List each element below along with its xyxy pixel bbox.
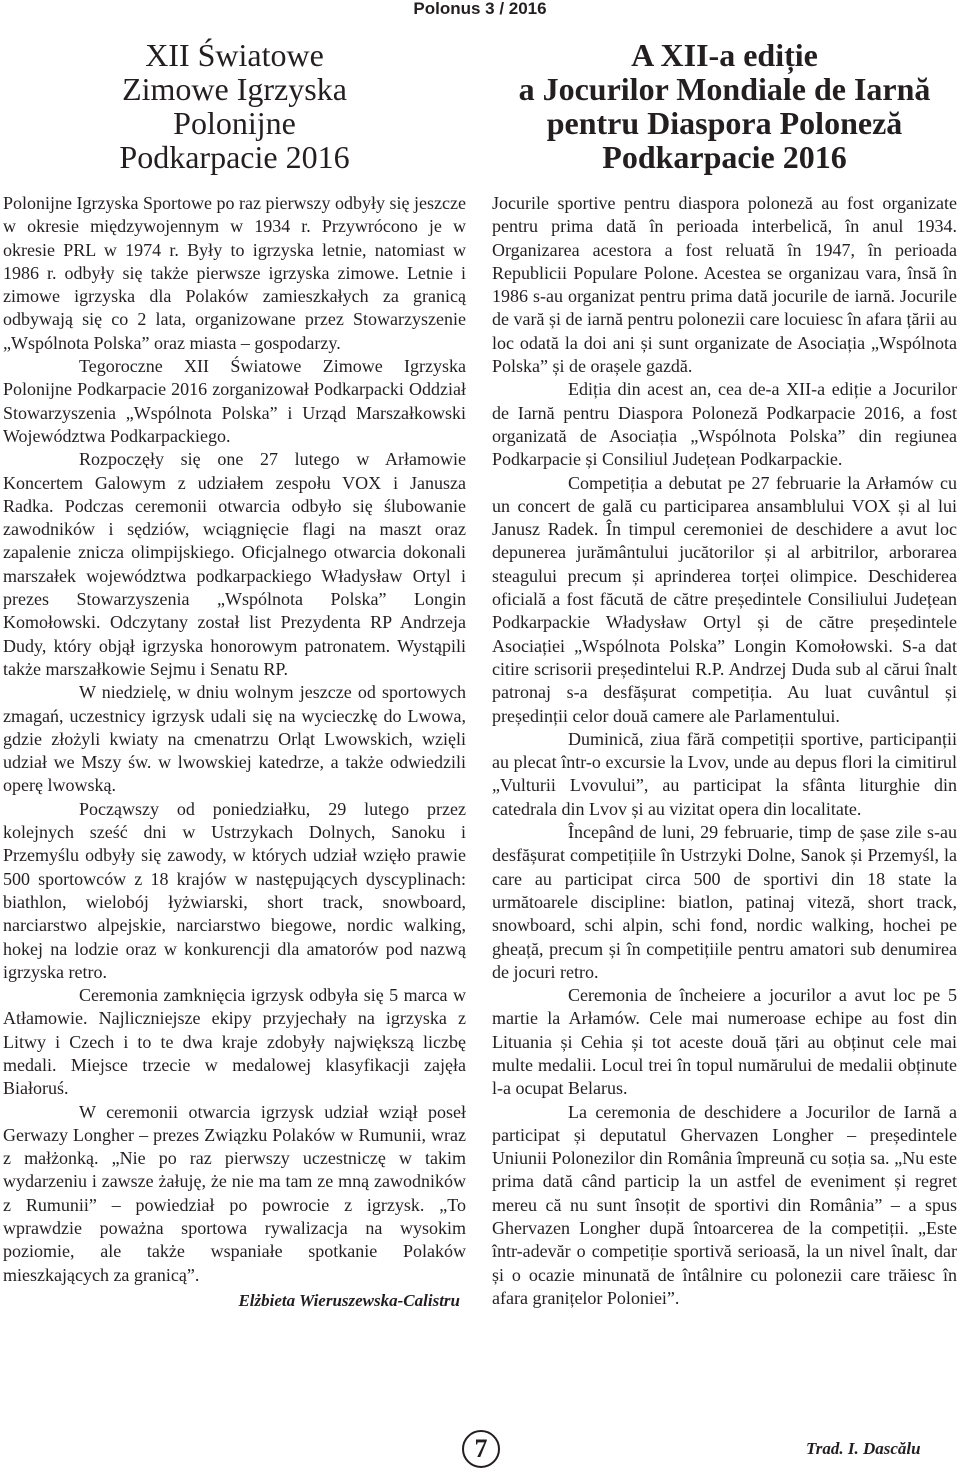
title-line: Zimowe Igrzyska bbox=[122, 71, 347, 107]
title-line: a Jocurilor Mondiale de Iarnă bbox=[518, 71, 931, 107]
paragraph: W ceremonii otwarcia igrzysk udział wziął poseł Gerwazy Longher – prezes Związku Polaków w Rumunii, wraz z małżonką. „Nie po raz pierwszy uczestniczę w takim wydarzeniu i zawsze żałuję, że nie ma tam ze mną zawodników z Rumunii” – powiedział po powrocie z igrzysk. „To wprawdzie poważna sportowa rywalizacja na wysokim poziomie, ale także wspaniałe spotkanie Polaków mieszkających za granicą”. bbox=[3, 1101, 466, 1285]
masthead: Polonus 3 / 2016 bbox=[413, 0, 547, 18]
paragraph: Duminică, ziua fără competiții sportive, participanții au plecat într-o excursie la Lvov, unde au depus flori la cimitirul „Vulturii Lvovului”, au participat la sfânta liturghie din catedrala din Lvov și au vizitat opera din localitate. bbox=[492, 728, 957, 819]
polish-article bbox=[3, 38, 466, 1312]
paragraph: W niedzielę, w dniu wolnym jeszcze od sportowych zmagań, uczestnicy igrzysk udali się na wycieczkę do Lwowa, gdzie złożyli kwiaty na cmenatrzu Orląt Lwowskich, wzięli udział we Mszy św. w lwowskiej katedrze, a także odwiedzili operę lwowską. bbox=[3, 682, 466, 796]
page-number-badge: 7 bbox=[462, 1430, 500, 1468]
paragraph: Począwszy od poniedziałku, 29 lutego przez kolejnych sześć dni w Ustrzykach Dolnych, Sanoku i Przemyślu odbyły się zawody, w których udział wzięło prawie 500 sportowców z 18 krajów w następujących dyscyplinach: biathlon, wielobój łyżwiarski, short track, snowboard, narciarstwo alpejskie, narciarstwo biegowe, nordic walking, hokej na lodzie oraz w konkurencji dla amatorów pod nazwą igrzyska retro. bbox=[3, 798, 466, 982]
title-line: Podkarpacie 2016 bbox=[119, 139, 350, 175]
author-signature: Elżbieta Wieruszewska-Calistru bbox=[238, 1290, 460, 1310]
paragraph: Jocurile sportive pentru diaspora poloneză au fost organizate pentru prima dată în perioada interbelică, în anul 1934. Organizarea acestora a fost reluată în 1947, în perioada Republicii Populare Polone. Acestea se organizau vara, însă în 1986 s-au organizat pentru prima dată jocurile de iarnă. Jocurile de vară și de iarnă pentru polonezii care locuiesc în afara țării au loc odată la doi ani și sunt organizate de Asociația „Wspólnota Polska” și de orașele gazdă. bbox=[492, 193, 957, 377]
article-title-polish bbox=[3, 38, 466, 174]
article-title-romanian bbox=[492, 38, 957, 174]
article-body-romanian bbox=[492, 192, 957, 1310]
paragraph: Polonijne Igrzyska Sportowe po raz pierwszy odbyły się jeszcze w okresie międzywojennym w 1934 r. Przywrócono je w okresie PRL w 1974 r. Były to igrzyska letnie, natomiast w 1986 r. odbyły się także pierwsze igrzyska zimowe. Letnie i zimowe igrzyska dla Polaków zamieszkałych za granicą odbywają się co 2 lata, organizowane przez Stowarzyszenie „Wspólnota Polska” oraz miasta – gospodarzy. bbox=[3, 193, 466, 353]
paragraph: La ceremonia de deschidere a Jocurilor de Iarnă a participat și deputatul Ghervazen Longher – președintele Uniunii Polonezilor din România împreună cu soția sa. „Nu este prima dată când particip la un astfel de eveniment și regret mereu că nu sunt însoțit de sportivi din România” – a spus Ghervazen Longher după întoarcerea de la competiții. „Este într-adevăr o competiție sportivă serioasă, la un nivel înalt, dar și o ocazie minunată de întâlnire cu polonezii care trăiesc în afara granițelor Poloniei”. bbox=[492, 1101, 957, 1308]
title-line: Podkarpacie 2016 bbox=[602, 139, 847, 175]
translator-signature: Trad. I. Dascălu bbox=[806, 1439, 921, 1458]
title-line: A XII-a ediție bbox=[631, 37, 818, 73]
paragraph: Tegoroczne XII Światowe Zimowe Igrzyska Polonijne Podkarpacie 2016 zorganizował Podkarpacki Oddział Stowarzyszenia „Wspólnota Polska” i Urząd Marszałkowski Województwa Podkarpackiego. bbox=[3, 356, 466, 446]
paragraph: Competiția a debutat pe 27 februarie la Arłamów cu un concert de gală cu participarea ansamblului VOX și al lui Janusz Radek. În timpul ceremoniei de deschidere a avut loc depunerea jurământului jucătorilor și al arbitrilor, arborarea steagului precum și aprinderea torței olimpice. Deschiderea oficială a fost făcută de către președintele Consiliului Județean Podkarpackie Władysław Ortyl și de către președintele Asociației „Wspólnota Polska” Longin Komołowski. S-a dat citire scrisorii președintelui R.P. Andrzej Duda sub al cărui înalt patronaj s-a desfășurat competiția. Au luat cuvântul și președinții celor două camere ale Parlamentului. bbox=[492, 472, 957, 726]
paragraph: Ceremonia zamknięcia igrzysk odbyła się 5 marca w Atłamowie. Najliczniejsze ekipy przyjechały na igrzyska z Litwy i Czech i to te dwa kraje zdobyły największą liczbę medali. Miejsce trzecie w medalowej klasyfikacji zajęła Białoruś. bbox=[3, 985, 466, 1099]
title-line: XII Światowe bbox=[145, 37, 324, 73]
title-line: pentru Diaspora Poloneză bbox=[546, 105, 903, 141]
paragraph: Ceremonia de încheiere a jocurilor a avut loc pe 5 martie la Arłamów. Cele mai numeroase echipe au fost din Lituania și Cehia și tot aceste două țări au obținut cele mai multe medalii. Locul trei în topul numărului de medalii obținute l-a ocupat Belarus. bbox=[492, 985, 957, 1099]
paragraph: Începând de luni, 29 februarie, timp de șase zile s-au desfășurat competițiile în Ustrzyki Dolne, Sanok și Przemyśl, la care au participat circa 500 de sportivi din 18 state la următoarele discipline: biatlon, patinaj viteză, short track, snowboard, schi alpin, schi fond, nordic walking, hochei pe gheață, precum și în competițiile pentru amatori sub denumirea de jocuri retro. bbox=[492, 822, 957, 982]
article-body-polish bbox=[3, 192, 466, 1312]
title-line: Polonijne bbox=[173, 105, 296, 141]
paragraph: Rozpoczęły się one 27 lutego w Arłamowie Koncertem Galowym z udziałem zespołu VOX i Janusza Radka. Podczas ceremonii otwarcia odbyło się ślubowanie zawodników i sędziów, wciągnięcie flagi na maszt oraz zapalenie znicza olimpijskiego. Oficjalnego otwarcia dokonali marszałek województwa podkarpackiego Władysław Ortyl i prezes Stowarzyszenia „Wspólnota Polska” Longin Komołowski. Odczytany został list Prezydenta RP Andrzeja Dudy, który objął igrzyska honorowym patronatem. Wystąpili także marszałkowie Sejmu i Senatu RP. bbox=[3, 449, 466, 679]
romanian-article bbox=[492, 38, 957, 1310]
paragraph: Ediția din acest an, cea de-a XII-a ediție a Jocurilor de Iarnă pentru Diaspora Poloneză Podkarpacie 2016, a fost organizată de Asociația „Wspólnota Polska” din regiunea Podkarpacie și Consiliul Județean Podkarpackie. bbox=[492, 379, 957, 470]
